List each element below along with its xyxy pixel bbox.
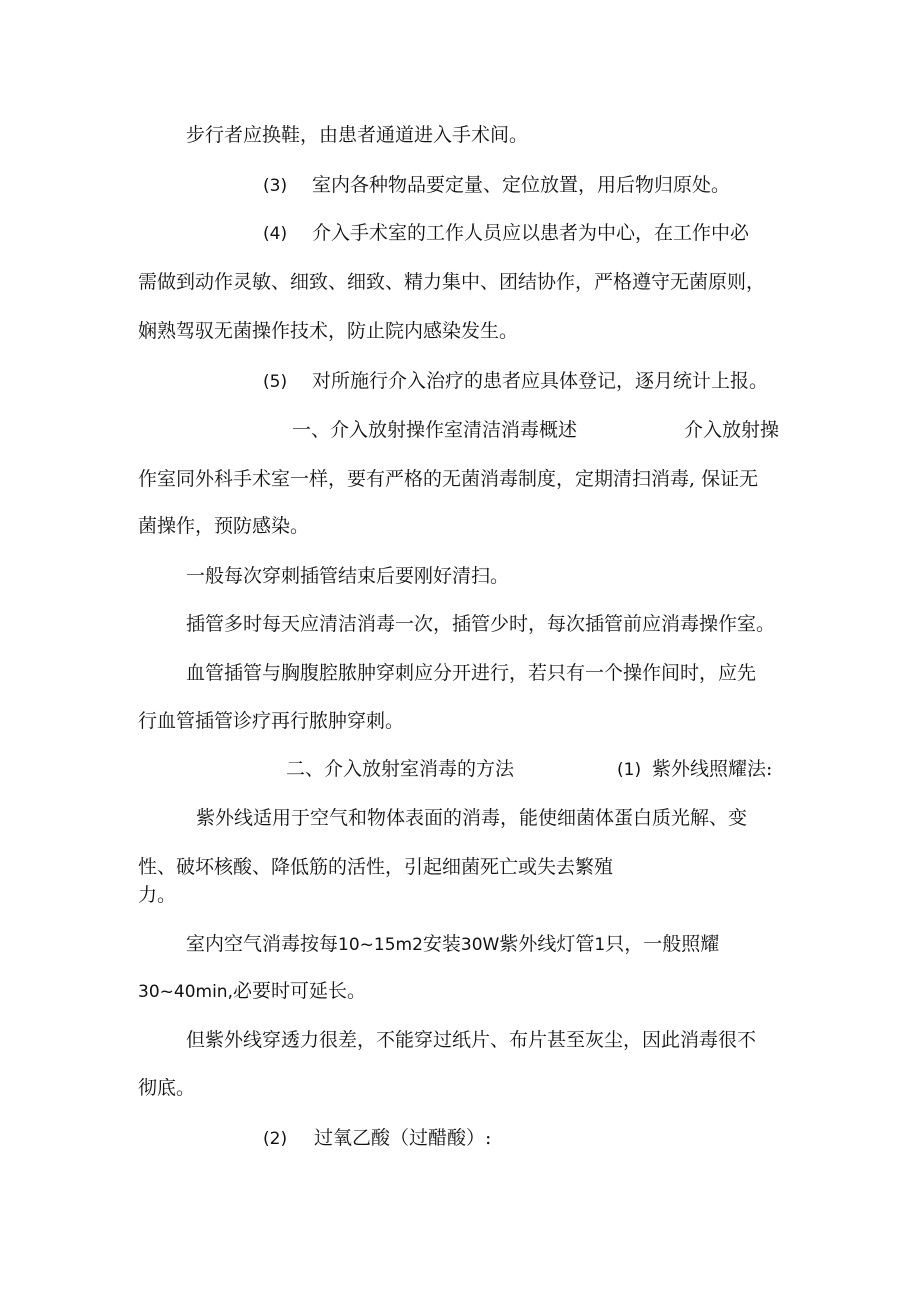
list-number: (1)	[617, 760, 642, 780]
list-number: (5)	[263, 372, 288, 392]
section-heading: 二、介入放射室消毒的方法	[286, 758, 515, 780]
text-run: 10~15m2	[338, 935, 423, 955]
list-number: (3)	[263, 176, 288, 196]
text-run: 30W	[460, 935, 500, 955]
paragraph-line: 一般每次穿刺插管结束后要刚好清扫。	[186, 565, 510, 587]
paragraph-line: 紫外线适用于空气和物体表面的消毒，能使细菌体蛋白质光解、变	[196, 807, 748, 829]
paragraph-line: 室内各种物品要定量、定位放置，用后物归原处。	[312, 174, 731, 196]
paragraph-line: 血管插管与胸腹腔脓肿穿刺应分开进行，若只有一个操作间时，应先	[186, 662, 757, 684]
paragraph-line: 作室同外科手术室一样，要有严格的无菌消毒制度，定期清扫消毒, 保证无	[138, 468, 759, 490]
paragraph-line: 菌操作，预防感染。	[138, 515, 310, 537]
list-number: (2)	[263, 1129, 288, 1149]
paragraph-line: 需做到动作灵敏、细致、细致、精力集中、团结协作，严格遵守无菌原则，	[138, 271, 766, 293]
paragraph-line: 力。	[138, 884, 177, 906]
paragraph-line: 介入手术室的工作人员应以患者为中心，在工作中必	[312, 222, 750, 244]
paragraph-line: 介入放射操	[684, 419, 780, 441]
text-run: 1	[594, 935, 606, 955]
text-run: 安装	[422, 933, 461, 955]
text-run: 30~40min,	[138, 982, 233, 1002]
paragraph-line: 行血管插管诊疗再行脓肿穿刺。	[138, 710, 405, 732]
paragraph-line: 紫外线照耀法:	[652, 758, 773, 780]
paragraph-line	[186, 932, 719, 957]
text-run: 必要时可延长。	[232, 980, 366, 1002]
text-run: 室内空气消毒按每	[186, 933, 339, 955]
paragraph-line: 彻底。	[138, 1077, 196, 1099]
paragraph-line: 娴熟驾驭无菌操作技术，防止院内感染发生。	[138, 320, 519, 342]
paragraph-line: 插管多时每天应清洁消毒一次，插管少时，每次插管前应消毒操作室。	[186, 613, 776, 635]
text-run: 紫外线灯管	[499, 933, 595, 955]
paragraph-line	[138, 979, 366, 1004]
paragraph-line: 但紫外线穿透力很差，不能穿过纸片、布片甚至灰尘，因此消毒很不	[186, 1029, 757, 1051]
paragraph-line: 过氧乙酸（过醋酸）:	[314, 1127, 492, 1149]
list-number: (4)	[263, 224, 288, 244]
section-heading: 一、介入放射操作室清洁消毒概述	[292, 419, 578, 441]
paragraph-line: 性、破坏核酸、降低筋的活性，引起细菌死亡或失去繁殖	[138, 856, 614, 878]
paragraph-line: 对所施行介入治疗的患者应具体登记，逐月统计上报。	[312, 370, 769, 392]
paragraph-line: 步行者应换鞋，由患者通道进入手术间。	[186, 124, 529, 146]
text-run: 只，一般照耀	[605, 933, 720, 955]
